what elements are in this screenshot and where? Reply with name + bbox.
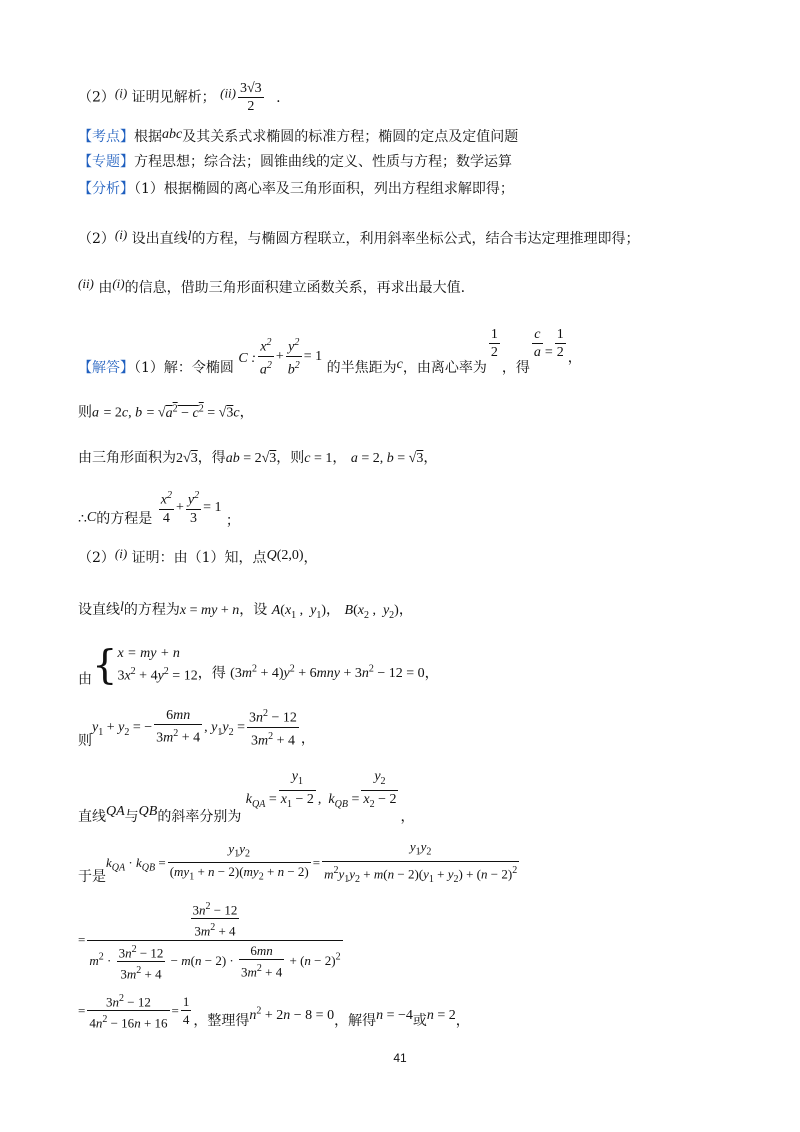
system-line: 由{ x = my + n $3x^2 + 4y^2 = 12$ ，得 $(3m^2 + 4)y^2 + 6mny + 3n^2 - 12 = 0$， bbox=[78, 642, 439, 689]
zhuanti-tag: 【专题】 bbox=[78, 154, 134, 170]
fenxi-tag: 【分析】 bbox=[78, 181, 134, 197]
jieda-line: 【解答】（1）解：令椭圆 C : $\frac{x^2}{a^2}$ + $\frac{y^2}{b^2}$ = 1 的半焦距为c，由离心率为 $\frac{1}{2}$ ，得 $\frac{c}{a}$ = $\frac{1}{2}$ ， bbox=[78, 327, 582, 378]
result-line: = $\frac{3n^2 - 12}{4n^2 - 16n + 16}$ = $\frac{1}{4}$ ，整理得$n^2 + 2n - 8 = 0$，解得n = −4或n = 2， bbox=[78, 990, 470, 1032]
kaodian-tag: 【考点】 bbox=[78, 129, 134, 145]
fenxi-line: 【分析】（1）根据椭圆的离心率及三角形面积，列出方程组求解即得； bbox=[78, 181, 514, 197]
kaodian-line: 【考点】根据abc及其关系式求椭圆的标准方程；椭圆的定点及定值问题 bbox=[78, 127, 519, 145]
area-line: 由三角形面积为2√3，得ab = 2√3，则c = 1， a = 2, b = √3， bbox=[78, 450, 438, 466]
answer-line: （2）(i) 证明见解析； (ii) $\frac{3√3}{2}$ . bbox=[78, 81, 281, 114]
brace-icon: { bbox=[92, 642, 118, 689]
substitution-line: = $\frac{3n^2 - 12}{3m^2 + 4}$ $m^2$ · $\frac{3n^2 - 12}{3m^2 + 4}$ − m(n − 2) · $\frac{6mn}{3m^2 + 4}$ + $(n - 2)^2$ bbox=[78, 898, 345, 982]
vieta-line: 则$y_1 + y_2$ = − $\frac{6mn}{3m^2 + 4}$ , $y_1y_2$ = $\frac{3n^2 - 12}{3m^2 + 4}$ ， bbox=[78, 705, 315, 750]
answer-fraction: $\frac{3√3}{2}$ bbox=[240, 81, 262, 114]
ellipse-symbol: C : bbox=[238, 351, 256, 366]
relation-line: 则a = 2c, $b = √a^2 - c^2 = √3c$， bbox=[78, 403, 254, 421]
jieda-tag: 【解答】 bbox=[78, 360, 134, 376]
set-line: 设直线l的方程为x = my + n，设 $A(x_1$ , $y_1$)， $B(x_2$ , $y_2$)， bbox=[78, 600, 413, 621]
zhuanti-line: 【专题】方程思想；综合法；圆锥曲线的定义、性质与方程；数学运算 bbox=[78, 154, 512, 170]
fenxi-line-3: (ii) 由(i)的信息，借助三角形面积建立函数关系，再求出最大值. bbox=[78, 276, 466, 296]
slope-line: 直线QA与QB的斜率分别为 $k_{QA}$ = $\frac{y_1}{x_1 - 2}$ , $k_{QB}$ = $\frac{y_2}{x_2 - 2}$ ， bbox=[78, 769, 415, 825]
fenxi-line-2: （2）(i) 设出直线l的方程，与椭圆方程联立，利用斜率坐标公式，结合韦达定理推理即得； bbox=[78, 227, 640, 247]
part2-line: （2）(i) 证明：由（1）知，点Q(2,0)， bbox=[78, 546, 318, 566]
product-line: 于是$k_{QA} \cdot k_{QB}$ = $\frac{y_1y_2}{(my_1 + n - 2)(my_2 + n - 2)}$ = $\frac{y_1y_2}{m^2y_1y_2 + m(n - 2)(y_1 + y_2) + (n - 2)^2}$ bbox=[78, 839, 518, 885]
ellipse-equation-line: ∴C的方程是 $\frac{x^2}{4}$ + $\frac{y^2}{3}$ = 1 ； bbox=[78, 487, 240, 530]
page-number: 41 bbox=[393, 1051, 407, 1065]
